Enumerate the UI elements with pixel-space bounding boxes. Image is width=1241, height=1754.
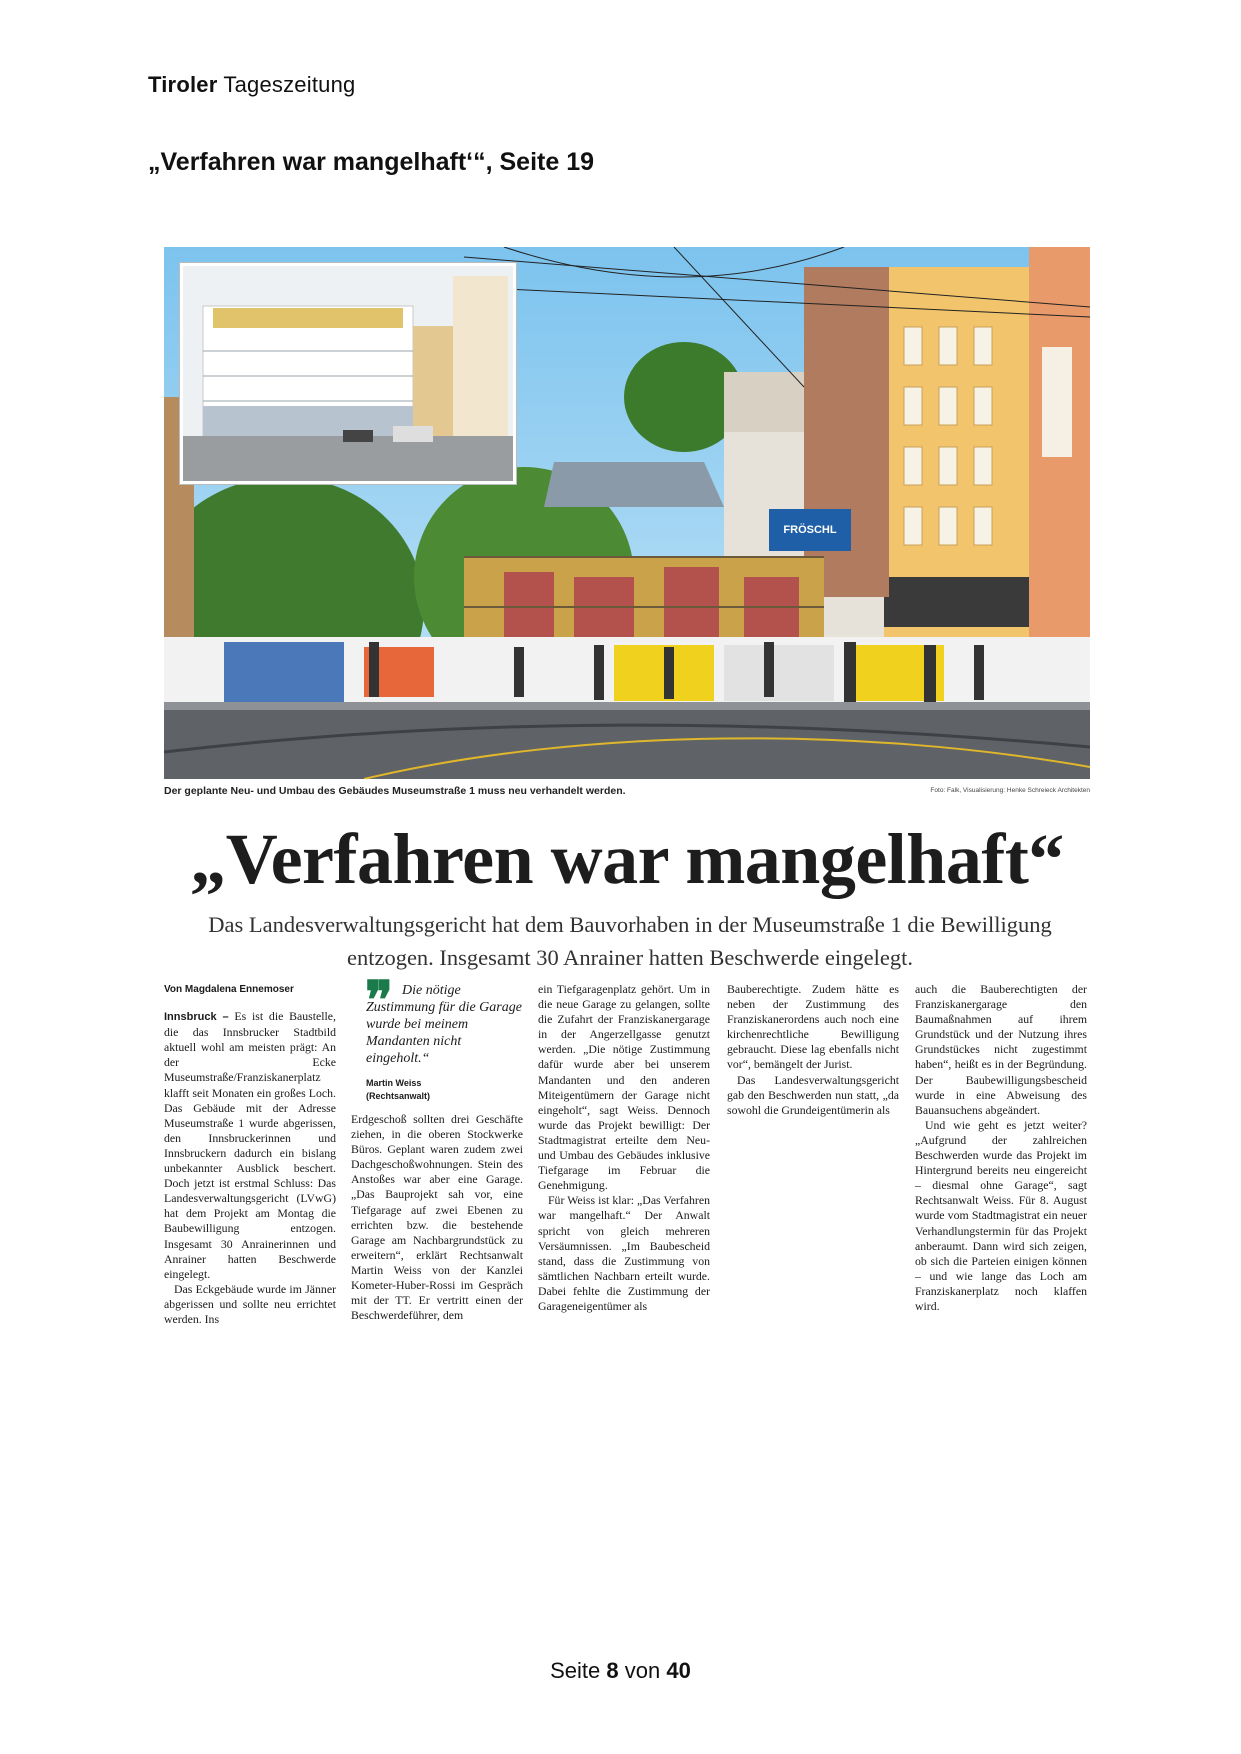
page-prefix: Seite [550, 1658, 601, 1683]
total-pages: 40 [666, 1658, 691, 1683]
column-4-paragraph-2: Das Landesverwaltungsgericht gab den Beschwerden nun statt, „da sowohl die Grundeigentümerin als [727, 1072, 899, 1117]
column-5-paragraph-2: Und wie geht es jetzt weiter? „Aufgrund der zahlreichen Beschwerden wurde das Projekt im Hintergrund bereits neu eingereicht – diesmal ohne Garage“, sagt Rechtsanwalt Weiss. Für 8. August wurde vom Stadtmagistrat ein neuer Verhandlungstermin für das Projekt anberaumt. Dann wird sich zeigen, ob sich die Parteien einigen können – und wie lange das Loch am Franziskanerplatz noch klaffen wird. [915, 1117, 1087, 1313]
column-3-paragraph-2: Für Weiss ist klar: „Das Verfahren war mangelhaft.“ Der Anwalt spricht von gleich mehreren Versäumnissen. „Im Baubescheid stand, dass die Zustimmung von sämtlichen Nachbarn erteilt wurde. Dabei fehlte die Zustimmung der Garageneigentümer als [538, 1193, 710, 1313]
publication-name-bold: Tiroler [148, 72, 218, 97]
column-1-paragraph-1 [164, 1009, 336, 1282]
article-reference: „Verfahren war mangelhaft‘“, Seite 19 [148, 148, 594, 176]
page-middle: von [624, 1658, 661, 1683]
article-column-1 [164, 982, 336, 1327]
byline: Von Magdalena Ennemoser [164, 984, 294, 995]
photo-caption: Der geplante Neu- und Umbau des Gebäudes Museumstraße 1 muss neu verhandelt werden. [164, 785, 626, 797]
pull-quote-role: (Rechtsanwalt) [366, 1091, 431, 1101]
pull-quote [351, 973, 523, 1112]
photo-credit: Foto: Falk, Visualisierung: Henke Schreieck Architekten [930, 787, 1090, 794]
quote-mark-icon: ❞ [365, 973, 393, 1030]
page-indicator [0, 1658, 1241, 1684]
article-column-2 [351, 973, 523, 1323]
article-column-3 [538, 982, 710, 1314]
article-column-5 [915, 982, 1087, 1314]
column-4-paragraph-1: Bauberechtigte. Zudem hätte es neben der Zustimmung des Franziskanerordens auch noch eine kirchenrechtliche Bewilligung gebraucht. Diese lag ebenfalls nicht vor“, bemängelt der Jurist. [727, 982, 899, 1072]
article-column-4 [727, 982, 899, 1118]
article-headline: „Verfahren war mangelhaft“ [190, 819, 1064, 899]
column-2-paragraph-1: Erdgeschoß sollten drei Geschäfte ziehen, in die oberen Stockwerke Büros. Geplant waren zudem zwei Dachgeschoßwohnungen. Stein des Anstoßes war aber eine Garage. „Das Bauprojekt sah vor, eine Tiefgarage auf zwei Ebenen zu errichten bzw. die bestehende Garage am Nachbargrundstück zu erweitern“, erklärt Rechtsanwalt Martin Weiss von der Kanzlei Kometer-Huber-Rossi im Gespräch mit der TT. Er vertritt einen der Beschwerdeführer, dem [351, 1112, 523, 1323]
architecture-rendering-inset [180, 263, 516, 484]
publication-name-rest: Tageszeitung [223, 72, 356, 97]
photo-caption-row [164, 785, 1090, 801]
pull-quote-text: Die nötige Zustimmung für die Garage wurde bei meinem Mandanten nicht eingeholt.“ [366, 983, 522, 1066]
dateline: Innsbruck – [164, 1011, 229, 1024]
column-5-paragraph-1: auch die Bauberechtigten der Franziskanergarage den Baumaßnahmen auf ihrem Grundstück und der Nutzung ihres Grundstückes nicht zugestimmt haben“, heißt es in der Begründung. Der Baubewilligungsbescheid wurde in eine Abweisung des Bauansuchens abgeändert. [915, 982, 1087, 1117]
article-subhead: Das Landesverwaltungsgericht hat dem Bauvorhaben in der Museumstraße 1 die Bewilligung entzogen. Insgesamt 30 Anrainer hatten Beschwerde eingelegt. [208, 912, 1052, 970]
rendering-illustration [183, 266, 513, 481]
current-page: 8 [606, 1658, 619, 1683]
pull-quote-author [351, 1077, 523, 1103]
publication-name [148, 72, 355, 98]
pull-quote-name: Martin Weiss [366, 1078, 422, 1088]
column-1-paragraph-1-text: Es ist die Baustelle, die das Innsbrucker Stadtbild aktuell wohl am meisten prägt: An der Ecke Museumstraße/Franziskanerplatz klafft seit Monaten ein großes Loch. Das Gebäude mit der Adresse Museumstraße 1 wurde abgerissen, den Innsbruckerinnen und Innsbruckern dadurch ein bislang unbekannter Ausblick beschert. Doch jetzt ist erstmal Schluss: Das Landesverwaltungsgericht (LVwG) hat dem Projekt am Montag die Baubewilligung entzogen. Insgesamt 30 Anrainerinnen und Anrainer hatten Beschwerde eingelegt. [164, 1009, 336, 1281]
column-3-paragraph-1: ein Tiefgaragenplatz gehört. Um in die neue Garage zu gelangen, sollte die Zufahrt der Franziskanergarage in der Angerzellgasse genutzt werden. „Die nötige Zustimmung dafür wurde aber bei unserem Mandanten und den anderen Miteigentümern der Garage nicht eingeholt“, sagt Weiss. Dennoch wurde das Projekt bewilligt: Der Stadtmagistrat erteilte dem Neu- und Umbau des Gebäudes inklusive Tiefgarage im Februar die Genehmigung. [538, 982, 710, 1193]
froeschl-sign-text: FRÖSCHL [783, 524, 837, 536]
column-1-paragraph-2: Das Eckgebäude wurde im Jänner abgerissen und sollte neu errichtet werden. Ins [164, 1281, 336, 1326]
article-photo [164, 247, 1090, 779]
